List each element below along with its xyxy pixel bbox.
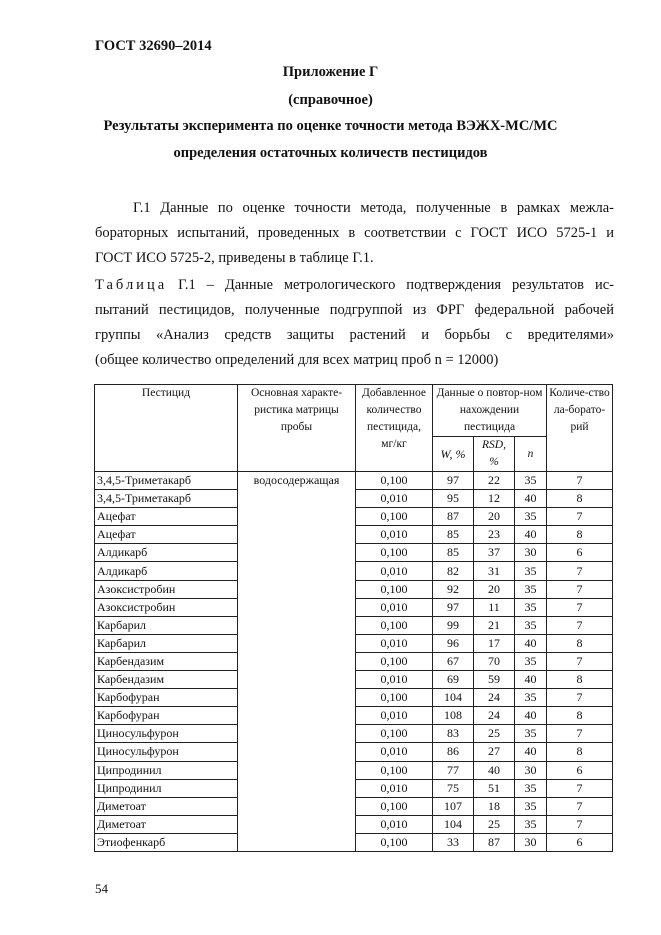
cell-n: 40: [515, 743, 547, 761]
caption-line2: пытаний пестицидов, полученные подгруппой из ФРГ федеральной рабочей: [95, 302, 614, 318]
cell-rsd: 70: [474, 652, 515, 670]
cell-rsd: 59: [474, 671, 515, 689]
cell-pesticide: Карбарил: [95, 634, 238, 652]
table-caption: [95, 273, 614, 373]
header-labs: Количе-ство ла-борато-рий: [547, 385, 613, 472]
cell-n: 40: [515, 526, 547, 544]
cell-labs: 7: [547, 598, 613, 616]
cell-w: 67: [433, 652, 474, 670]
cell-matrix: водосодержащая: [238, 472, 356, 852]
cell-labs: 8: [547, 743, 613, 761]
cell-pesticide: Ацефат: [95, 508, 238, 526]
header-added: Добавленное количество пестицида, мг/кг: [356, 385, 433, 472]
intro-line2: бораторных испытаний, проведенных в соответствии с ГОСТ ИСО 5725-1 и: [95, 225, 614, 241]
cell-w: 99: [433, 616, 474, 634]
cell-rsd: 18: [474, 797, 515, 815]
cell-w: 95: [433, 490, 474, 508]
cell-rsd: 20: [474, 508, 515, 526]
cell-rsd: 25: [474, 815, 515, 833]
caption-line1-rest: Г.1 – Данные метрологического подтверждения результатов ис-: [178, 277, 614, 293]
cell-w: 87: [433, 508, 474, 526]
cell-w: 104: [433, 815, 474, 833]
cell-n: 35: [515, 797, 547, 815]
cell-pesticide: Карбофуран: [95, 689, 238, 707]
cell-n: 35: [515, 652, 547, 670]
cell-pesticide: Карбофуран: [95, 707, 238, 725]
cell-pesticide: Алдикарб: [95, 544, 238, 562]
page-number: 54: [95, 881, 108, 896]
cell-w: 77: [433, 761, 474, 779]
cell-added: 0,010: [356, 490, 433, 508]
cell-pesticide: Азоксистробин: [95, 598, 238, 616]
cell-rsd: 87: [474, 833, 515, 851]
cell-added: 0,100: [356, 472, 433, 490]
cell-w: 69: [433, 671, 474, 689]
appendix-heading-line1: Результаты эксперимента по оценке точности метода ВЭЖХ-МС/МС: [103, 118, 558, 134]
cell-pesticide: Карбендазим: [95, 652, 238, 670]
cell-labs: 6: [547, 833, 613, 851]
intro-line1: Г.1 Данные по оценке точности метода, полученные в рамках межла-: [133, 200, 614, 216]
cell-n: 40: [515, 707, 547, 725]
cell-pesticide: Алдикарб: [95, 562, 238, 580]
cell-labs: 7: [547, 616, 613, 634]
header-n: n: [515, 437, 547, 472]
cell-labs: 7: [547, 562, 613, 580]
cell-pesticide: Ципродинил: [95, 761, 238, 779]
cell-n: 40: [515, 671, 547, 689]
cell-added: 0,010: [356, 743, 433, 761]
cell-rsd: 51: [474, 779, 515, 797]
cell-rsd: 25: [474, 725, 515, 743]
cell-labs: 7: [547, 725, 613, 743]
cell-labs: 7: [547, 797, 613, 815]
standard-number: ГОСТ 32690–2014: [95, 38, 212, 54]
results-table-body: [95, 472, 613, 852]
cell-w: 85: [433, 526, 474, 544]
cell-rsd: 40: [474, 761, 515, 779]
appendix-title: Приложение Г: [282, 64, 379, 80]
cell-added: 0,010: [356, 634, 433, 652]
cell-rsd: 21: [474, 616, 515, 634]
header-pesticide: Пестицид: [95, 385, 238, 472]
cell-rsd: 27: [474, 743, 515, 761]
cell-labs: 7: [547, 652, 613, 670]
cell-labs: 8: [547, 707, 613, 725]
cell-labs: 7: [547, 815, 613, 833]
cell-n: 40: [515, 490, 547, 508]
cell-n: 35: [515, 725, 547, 743]
caption-label: Таблица: [95, 277, 168, 293]
table-row: [95, 472, 613, 490]
cell-rsd: 23: [474, 526, 515, 544]
cell-added: 0,010: [356, 562, 433, 580]
cell-pesticide: Карбендазим: [95, 671, 238, 689]
cell-added: 0,100: [356, 689, 433, 707]
header-repeat: Данные о повтор-ном нахождении пестицида: [433, 385, 547, 437]
cell-rsd: 24: [474, 689, 515, 707]
cell-pesticide: Карбарил: [95, 616, 238, 634]
cell-pesticide: 3,4,5-Триметакарб: [95, 472, 238, 490]
cell-labs: 8: [547, 526, 613, 544]
cell-n: 40: [515, 634, 547, 652]
cell-w: 86: [433, 743, 474, 761]
cell-rsd: 31: [474, 562, 515, 580]
cell-added: 0,100: [356, 580, 433, 598]
cell-labs: 6: [547, 544, 613, 562]
cell-added: 0,100: [356, 725, 433, 743]
cell-n: 35: [515, 779, 547, 797]
header-rsd: RSD, %: [474, 437, 515, 472]
cell-n: 30: [515, 761, 547, 779]
cell-added: 0,100: [356, 652, 433, 670]
cell-w: 107: [433, 797, 474, 815]
cell-n: 35: [515, 815, 547, 833]
cell-pesticide: Ципродинил: [95, 779, 238, 797]
cell-w: 108: [433, 707, 474, 725]
cell-n: 35: [515, 689, 547, 707]
cell-rsd: 11: [474, 598, 515, 616]
cell-added: 0,010: [356, 526, 433, 544]
cell-w: 85: [433, 544, 474, 562]
cell-rsd: 37: [474, 544, 515, 562]
cell-labs: 8: [547, 490, 613, 508]
cell-n: 35: [515, 598, 547, 616]
cell-added: 0,010: [356, 598, 433, 616]
cell-pesticide: Диметоат: [95, 797, 238, 815]
cell-added: 0,100: [356, 508, 433, 526]
header-matrix: Основная характе-ристика матрицы пробы: [238, 385, 356, 472]
caption-line4: (общее количество определений для всех матриц проб n = 12000): [95, 352, 499, 368]
cell-w: 97: [433, 598, 474, 616]
cell-pesticide: Диметоат: [95, 815, 238, 833]
cell-added: 0,010: [356, 707, 433, 725]
cell-labs: 7: [547, 580, 613, 598]
header-w: W, %: [433, 437, 474, 472]
intro-line3: ГОСТ ИСО 5725-2, приведены в таблице Г.1.: [95, 250, 374, 266]
cell-pesticide: Азоксистробин: [95, 580, 238, 598]
cell-n: 30: [515, 833, 547, 851]
cell-pesticide: Ацефат: [95, 526, 238, 544]
cell-w: 75: [433, 779, 474, 797]
cell-w: 92: [433, 580, 474, 598]
cell-added: 0,100: [356, 616, 433, 634]
cell-pesticide: Циносульфурон: [95, 743, 238, 761]
cell-rsd: 20: [474, 580, 515, 598]
cell-added: 0,100: [356, 761, 433, 779]
cell-labs: 7: [547, 472, 613, 490]
cell-w: 104: [433, 689, 474, 707]
cell-added: 0,100: [356, 544, 433, 562]
cell-labs: 7: [547, 508, 613, 526]
intro-paragraph: [95, 196, 614, 271]
cell-added: 0,100: [356, 797, 433, 815]
cell-n: 35: [515, 508, 547, 526]
cell-rsd: 24: [474, 707, 515, 725]
caption-line1: [95, 273, 614, 298]
cell-rsd: 17: [474, 634, 515, 652]
cell-n: 35: [515, 472, 547, 490]
cell-n: 35: [515, 580, 547, 598]
appendix-heading-line2: определения остаточных количеств пестицидов: [173, 145, 488, 161]
cell-labs: 7: [547, 689, 613, 707]
cell-w: 33: [433, 833, 474, 851]
cell-w: 82: [433, 562, 474, 580]
cell-n: 30: [515, 544, 547, 562]
cell-pesticide: 3,4,5-Триметакарб: [95, 490, 238, 508]
appendix-subtitle: (справочное): [288, 92, 373, 108]
cell-added: 0,100: [356, 833, 433, 851]
cell-pesticide: Этиофенкарб: [95, 833, 238, 851]
cell-n: 35: [515, 616, 547, 634]
cell-labs: 8: [547, 671, 613, 689]
cell-labs: 6: [547, 761, 613, 779]
caption-line3: группы «Анализ средств защиты растений и борьбы с вредителями»: [95, 327, 614, 343]
cell-rsd: 22: [474, 472, 515, 490]
cell-w: 83: [433, 725, 474, 743]
cell-labs: 7: [547, 779, 613, 797]
cell-w: 96: [433, 634, 474, 652]
cell-w: 97: [433, 472, 474, 490]
cell-n: 35: [515, 562, 547, 580]
cell-rsd: 12: [474, 490, 515, 508]
cell-added: 0,010: [356, 779, 433, 797]
cell-labs: 8: [547, 634, 613, 652]
cell-pesticide: Циносульфурон: [95, 725, 238, 743]
cell-added: 0,010: [356, 671, 433, 689]
results-table: [94, 384, 613, 852]
cell-added: 0,010: [356, 815, 433, 833]
